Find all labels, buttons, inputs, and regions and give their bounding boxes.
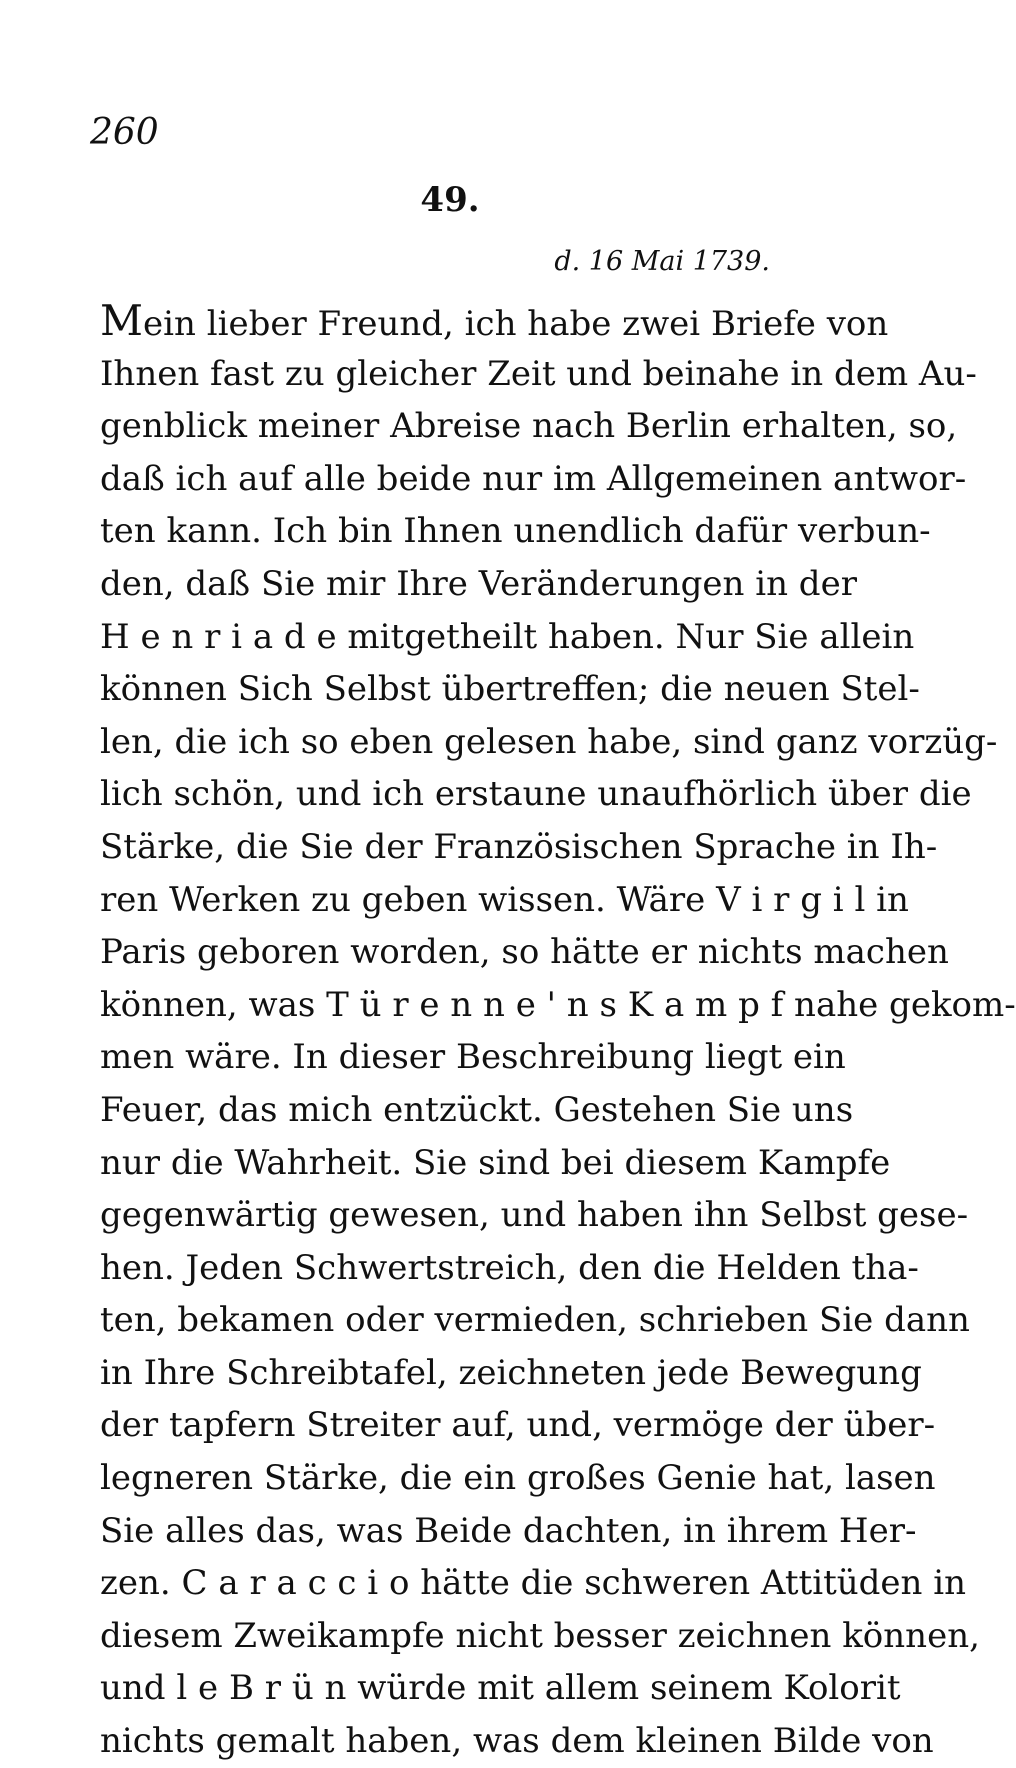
text-line: und l e B r ü n würde mit allem seinem Kolorit: [100, 1668, 901, 1709]
text-line: der tapfern Streiter auf, und, vermöge der über-: [100, 1405, 936, 1446]
text-line: men wäre. In dieser Beschreibung liegt ein: [100, 1037, 846, 1078]
text-line: in Ihre Schreibtafel, zeichneten jede Bewegung: [100, 1352, 922, 1393]
page-number: 260: [90, 112, 159, 153]
text-line: den, daß Sie mir Ihre Veränderungen in der: [100, 563, 857, 604]
text-line: Feuer, das mich entzückt. Gestehen Sie uns: [100, 1089, 854, 1130]
text-line: legneren Stärke, die ein großes Genie hat, lasen: [100, 1458, 936, 1499]
text-line: Mein lieber Freund, ich habe zwei Briefe von: [100, 296, 889, 345]
letter-number: 49.: [420, 180, 480, 220]
text-line: lich schön, und ich erstaune unaufhörlich über die: [100, 774, 972, 815]
text-line: Sie alles das, was Beide dachten, in ihrem Her-: [100, 1510, 917, 1551]
text-line: daß ich auf alle beide nur im Allgemeinen antwor-: [100, 458, 967, 499]
text-line: Paris geboren worden, so hätte er nichts machen: [100, 932, 949, 973]
text-line: hen. Jeden Schwertstreich, den die Helden tha-: [100, 1247, 919, 1288]
letter-body: [100, 295, 1016, 1768]
text-line: gegenwärtig gewesen, und haben ihn Selbst gese-: [100, 1195, 969, 1236]
text-line: genblick meiner Abreise nach Berlin erhalten, so,: [100, 406, 958, 447]
text-line: können Sich Selbst übertreffen; die neuen Stel-: [100, 669, 920, 710]
text-line: nur die Wahrheit. Sie sind bei diesem Kampfe: [100, 1142, 891, 1183]
letter-date: d. 16 Mai 1739.: [554, 246, 770, 277]
text-line: nichts gemalt haben, was dem kleinen Bilde von: [100, 1721, 934, 1762]
text-line: ten kann. Ich bin Ihnen unendlich dafür verbun-: [100, 511, 931, 552]
text-line: Ihnen fast zu gleicher Zeit und beinahe in dem Au-: [100, 353, 977, 394]
text-line: ren Werken zu geben wissen. Wäre V i r g i l in: [100, 879, 909, 920]
text-line: Stärke, die Sie der Französischen Sprache in Ih-: [100, 826, 938, 867]
text-line: zen. C a r a c c i o hätte die schweren Attitüden in: [100, 1563, 967, 1604]
text-line: ten, bekamen oder vermieden, schrieben Sie dann: [100, 1300, 970, 1341]
text-line: diesem Zweikampfe nicht besser zeichnen können,: [100, 1615, 980, 1656]
text-line: len, die ich so eben gelesen habe, sind ganz vorzüg-: [100, 721, 998, 762]
text-line: können, was T ü r e n n e ' n s K a m p f nahe gekom-: [100, 984, 1016, 1025]
text-line: H e n r i a d e mitgetheilt haben. Nur Sie allein: [100, 616, 915, 657]
